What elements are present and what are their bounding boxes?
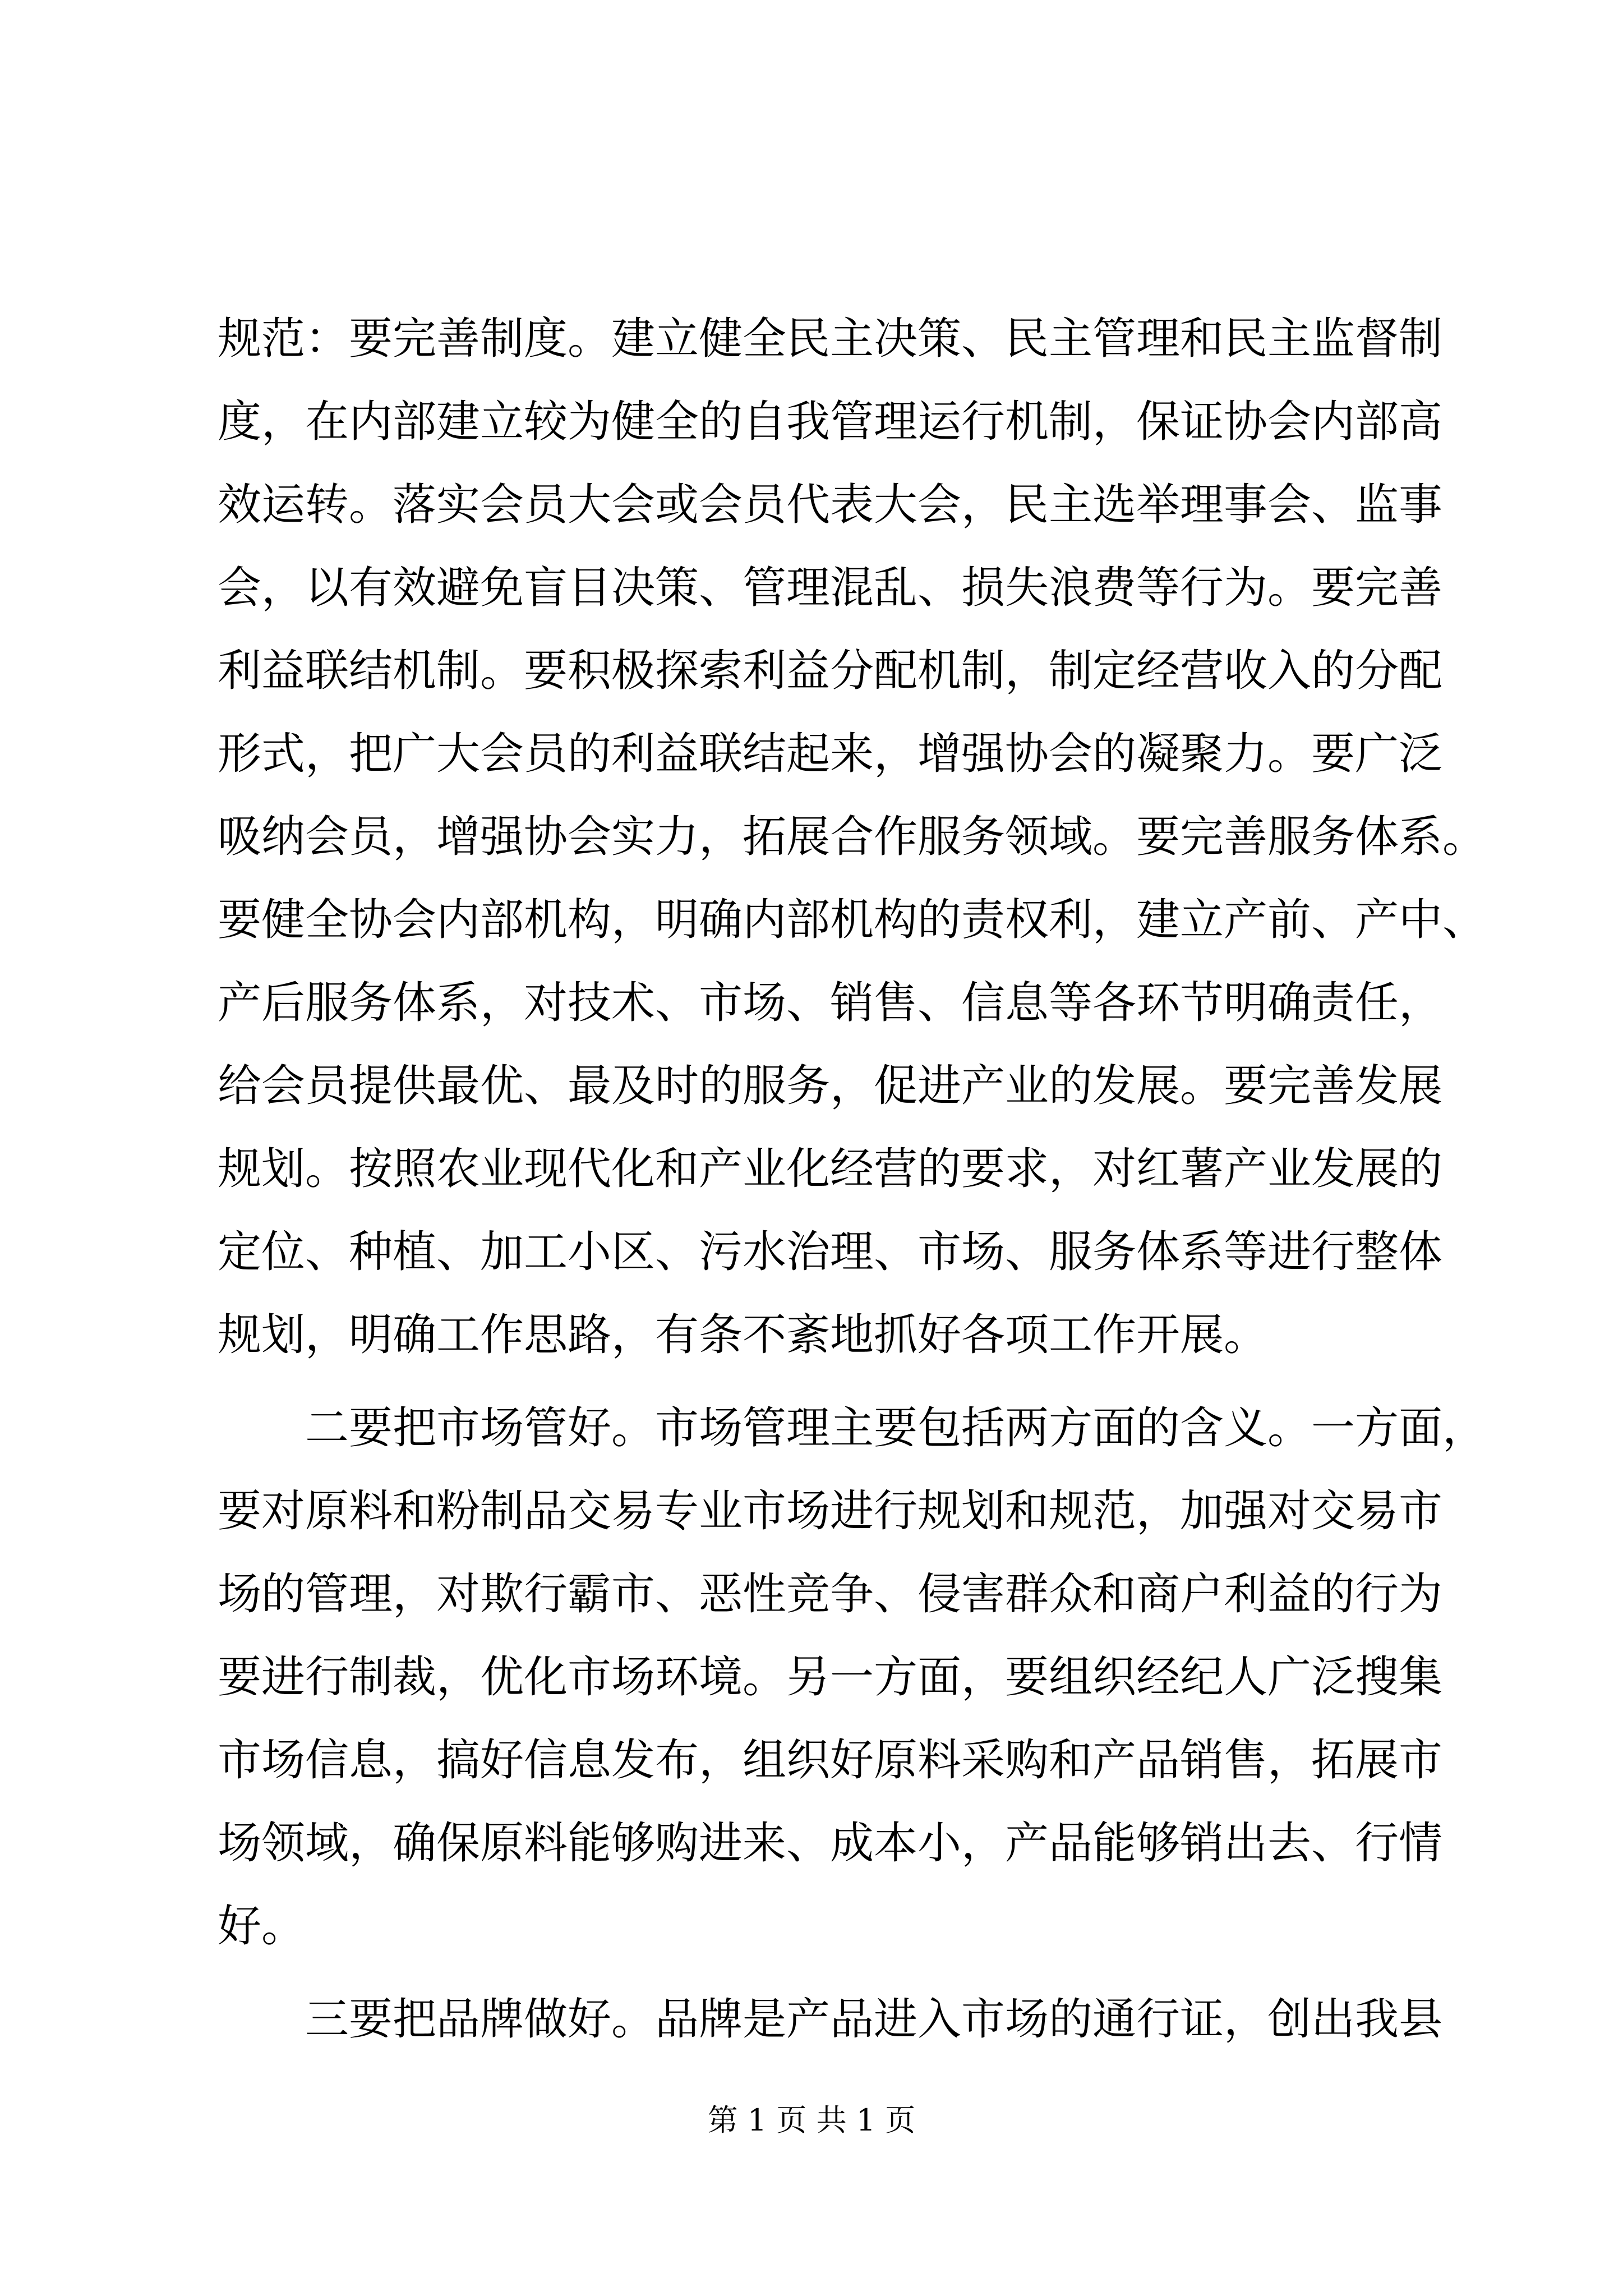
text-line: 产后服务体系，对技术、市场、销售、信息等各环节明确责任，	[218, 978, 1443, 1028]
text-line: 市场信息，搞好信息发布，组织好原料采购和产品销售，拓展市	[218, 1735, 1443, 1786]
text-line: 定位、种植、加工小区、污水治理、市场、服务体系等进行整体	[218, 1227, 1443, 1277]
text-line: 利益联结机制。要积极探索利益分配机制，制定经营收入的分配	[218, 646, 1443, 696]
text-line: 好。	[218, 1901, 306, 1952]
text-line: 要健全协会内部机构，明确内部机构的责权利，建立产前、产中、	[218, 895, 1487, 945]
text-line: 规划。按照农业现代化和产业化经营的要求，对红薯产业发展的	[218, 1144, 1443, 1194]
paragraph-spacer	[218, 1968, 1401, 1978]
text-line: 二要把市场管好。市场管理主要包括两方面的含义。一方面，	[218, 1403, 1487, 1453]
text-line: 场的管理，对欺行霸市、恶性竞争、侵害群众和商户利益的行为	[218, 1569, 1443, 1619]
text-line: 三要把品牌做好。品牌是产品进入市场的通行证，创出我县	[218, 1994, 1443, 2045]
paragraph-2	[218, 1387, 1487, 1968]
text-line: 规范：要完善制度。建立健全民主决策、民主管理和民主监督制	[218, 314, 1443, 364]
text-line: 度，在内部建立较为健全的自我管理运行机制，保证协会内部高	[218, 397, 1443, 447]
text-line: 给会员提供最优、最及时的服务，促进产业的发展。要完善发展	[218, 1061, 1443, 1111]
text-line: 要进行制裁，优化市场环境。另一方面，要组织经纪人广泛搜集	[218, 1652, 1443, 1703]
paragraph-1	[218, 297, 1487, 1377]
text-line: 场领域，确保原料能够购进来、成本小，产品能够销出去、行情	[218, 1818, 1443, 1869]
text-line: 会，以有效避免盲目决策、管理混乱、损失浪费等行为。要完善	[218, 563, 1443, 613]
document-body	[218, 297, 1487, 2061]
text-line: 吸纳会员，增强协会实力，拓展合作服务领域。要完善服务体系。	[218, 812, 1487, 862]
text-line: 规划，明确工作思路，有条不紊地抓好各项工作开展。	[218, 1310, 1268, 1360]
paragraph-3	[218, 1978, 1443, 2061]
text-line: 效运转。落实会员大会或会员代表大会，民主选举理事会、监事	[218, 480, 1443, 530]
text-line: 要对原料和粉制品交易专业市场进行规划和规范，加强对交易市	[218, 1486, 1443, 1536]
paragraph-spacer	[218, 1377, 1401, 1387]
text-line: 形式，把广大会员的利益联结起来，增强协会的凝聚力。要广泛	[218, 729, 1443, 779]
page-footer: 第 1 页 共 1 页	[707, 2102, 916, 2138]
